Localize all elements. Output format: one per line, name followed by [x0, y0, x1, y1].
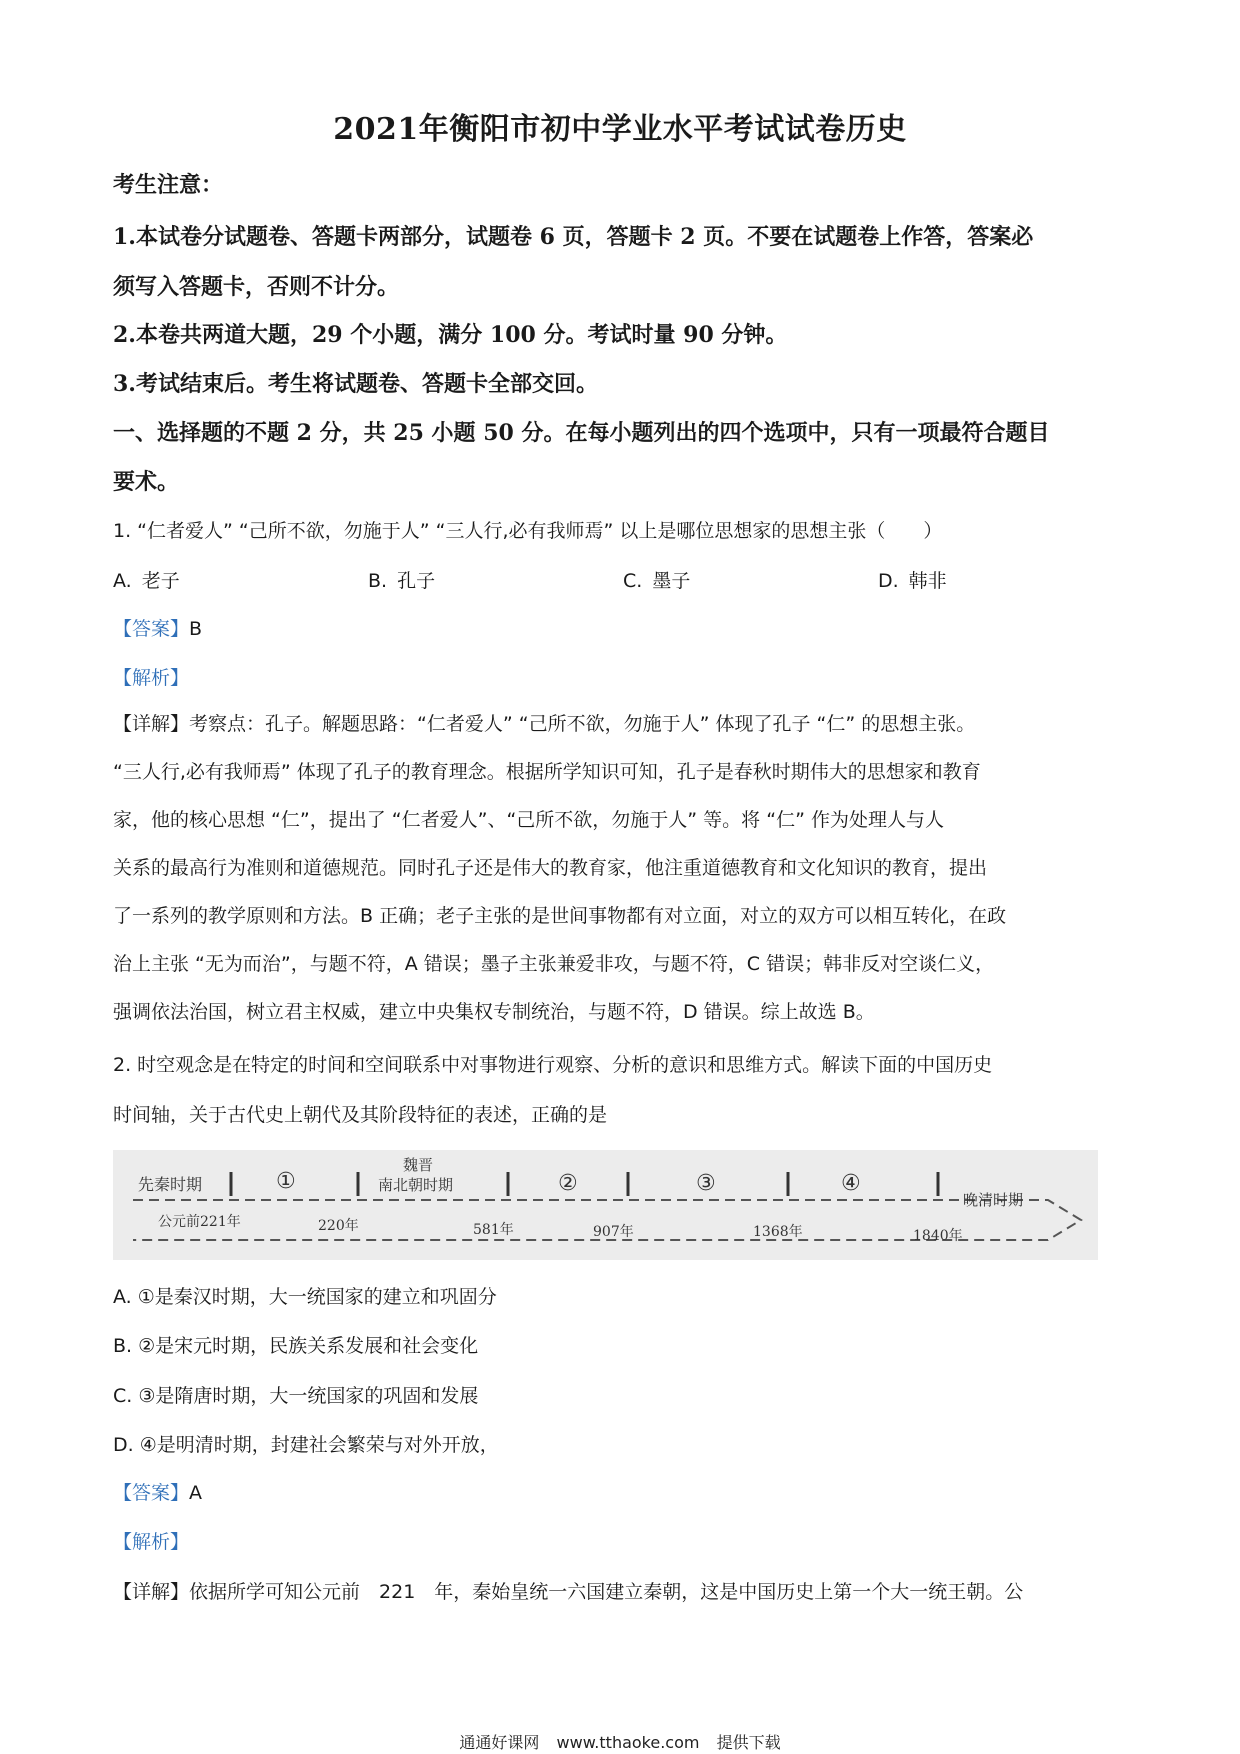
- notice-item-1-line-1: 1.本试卷分试题卷、答题卡两部分，试题卷 6 页，答题卡 2 页。不要在试题卷上作答，答案必: [113, 224, 1034, 250]
- question-1-option-b: B. 孔子: [368, 570, 436, 592]
- question-2-option-c: C. ③是隋唐时期，大一统国家的巩固和发展: [113, 1385, 479, 1407]
- detail-line: “三人行,必有我师焉” 体现了孔子的教育理念。根据所学知识可知，孔子是春秋时期伟大的思想家和教育: [113, 761, 981, 783]
- period-marker-2: ②: [558, 1171, 578, 1196]
- year-label: 1840年: [913, 1228, 963, 1244]
- footer-site-name: 通通好课网: [459, 1733, 540, 1752]
- period-marker-1: ①: [276, 1169, 296, 1194]
- year-label: 907年: [593, 1224, 634, 1240]
- question-2-detail-line-1: 【详解】依据所学可知公元前 221 年，秦始皇统一六国建立秦朝，这是中国历史上第一个大一统王朝。公: [113, 1581, 1024, 1603]
- page-footer: [0, 1730, 1240, 1753]
- period-label: 晚清时期: [963, 1191, 1024, 1209]
- question-1-answer: [113, 614, 1133, 641]
- footer-note: 提供下载: [716, 1733, 781, 1752]
- detail-line: 关系的最高行为准则和道德规范。同时孔子还是伟大的教育家，他注重道德教育和文化知识的教育，提出: [113, 857, 988, 879]
- answer-value: A: [189, 1482, 203, 1504]
- detail-line: 了一系列的教学原则和方法。B 正确；老子主张的是世间事物都有对立面，对立的双方可以相互转化，在政: [113, 905, 1007, 927]
- history-timeline-figure: [113, 1150, 1098, 1260]
- question-2-stem-line-2: 时间轴，关于古代史上朝代及其阶段特征的表述，正确的是: [113, 1104, 608, 1126]
- question-2-option-b: B. ②是宋元时期，民族关系发展和社会变化: [113, 1335, 479, 1357]
- detail-line: 家，他的核心思想 “仁”，提出了 “仁者爱人”、“己所不欲，勿施于人” 等。将 “仁” 作为处理人与人: [113, 809, 944, 831]
- year-label: 220年: [318, 1218, 359, 1234]
- page-title: 2021年衡阳市初中学业水平考试试卷历史: [333, 112, 907, 147]
- answer-label: 【答案】: [113, 1482, 190, 1504]
- notice-item-2: 2.本卷共两道大题，29 个小题，满分 100 分。考试时量 90 分钟。: [113, 322, 788, 348]
- question-1-analysis-label: 【解析】: [113, 667, 190, 689]
- detail-line: 治上主张 “无为而治”，与题不符，A 错误；墨子主张兼爱非攻，与题不符，C 错误；韩非反对空谈仁义，: [113, 953, 995, 975]
- answer-value: B: [189, 618, 203, 640]
- year-label: 公元前221年: [158, 1214, 241, 1230]
- question-1-option-a: A. 老子: [113, 570, 180, 592]
- question-2-option-d: D. ④是明清时期，封建社会繁荣与对外开放，: [113, 1434, 499, 1456]
- notice-item-3: 3.考试结束后。考生将试题卷、答题卡全部交回。: [113, 371, 598, 397]
- period-marker-3: ③: [696, 1171, 716, 1196]
- section-1-heading-line-2: 要术。: [113, 469, 180, 495]
- question-2-answer: [113, 1478, 1133, 1505]
- question-1-detail: [113, 700, 1135, 1036]
- question-1-option-d: D. 韩非: [878, 570, 947, 592]
- year-label: 1368年: [753, 1224, 803, 1240]
- detail-label: 【详解】: [113, 1581, 190, 1603]
- question-2-analysis-label: 【解析】: [113, 1531, 190, 1553]
- period-marker-4: ④: [841, 1171, 861, 1196]
- question-1-option-c: C. 墨子: [623, 570, 691, 592]
- timeline-svg: [113, 1150, 1098, 1260]
- period-label: 南北朝时期: [378, 1176, 454, 1194]
- detail-line: 强调依法治国，树立君主权威，建立中央集权专制统治，与题不符，D 错误。综上故选 B。: [113, 1001, 875, 1023]
- footer-url[interactable]: www.tthaoke.com: [556, 1733, 700, 1752]
- question-1-stem: 1. “仁者爱人” “己所不欲，勿施于人” “三人行,必有我师焉” 以上是哪位思想家的思想主张（ ）: [113, 520, 943, 542]
- question-2-stem-line-1: 2. 时空观念是在特定的时间和空间联系中对事物进行观察、分析的意识和思维方式。解读下面的中国历史: [113, 1054, 993, 1076]
- detail-line: 【详解】考察点：孔子。解题思路：“仁者爱人” “己所不欲，勿施于人” 体现了孔子 “仁” 的思想主张。: [113, 713, 976, 735]
- section-1-heading-line-1: 一、选择题的不题 2 分，共 25 小题 50 分。在每小题列出的四个选项中，只有一项最符合题目: [113, 420, 1050, 446]
- detail-label: 【详解】: [113, 713, 190, 735]
- year-label: 581年: [473, 1222, 514, 1238]
- notice-heading: 考生注意：: [113, 172, 224, 198]
- answer-label: 【答案】: [113, 618, 190, 640]
- period-label: 魏晋: [403, 1156, 434, 1174]
- period-label: 先秦时期: [138, 1175, 203, 1194]
- notice-item-1-line-2: 须写入答题卡，否则不计分。: [113, 274, 400, 300]
- question-2-option-a: A. ①是秦汉时期，大一统国家的建立和巩固分: [113, 1286, 497, 1308]
